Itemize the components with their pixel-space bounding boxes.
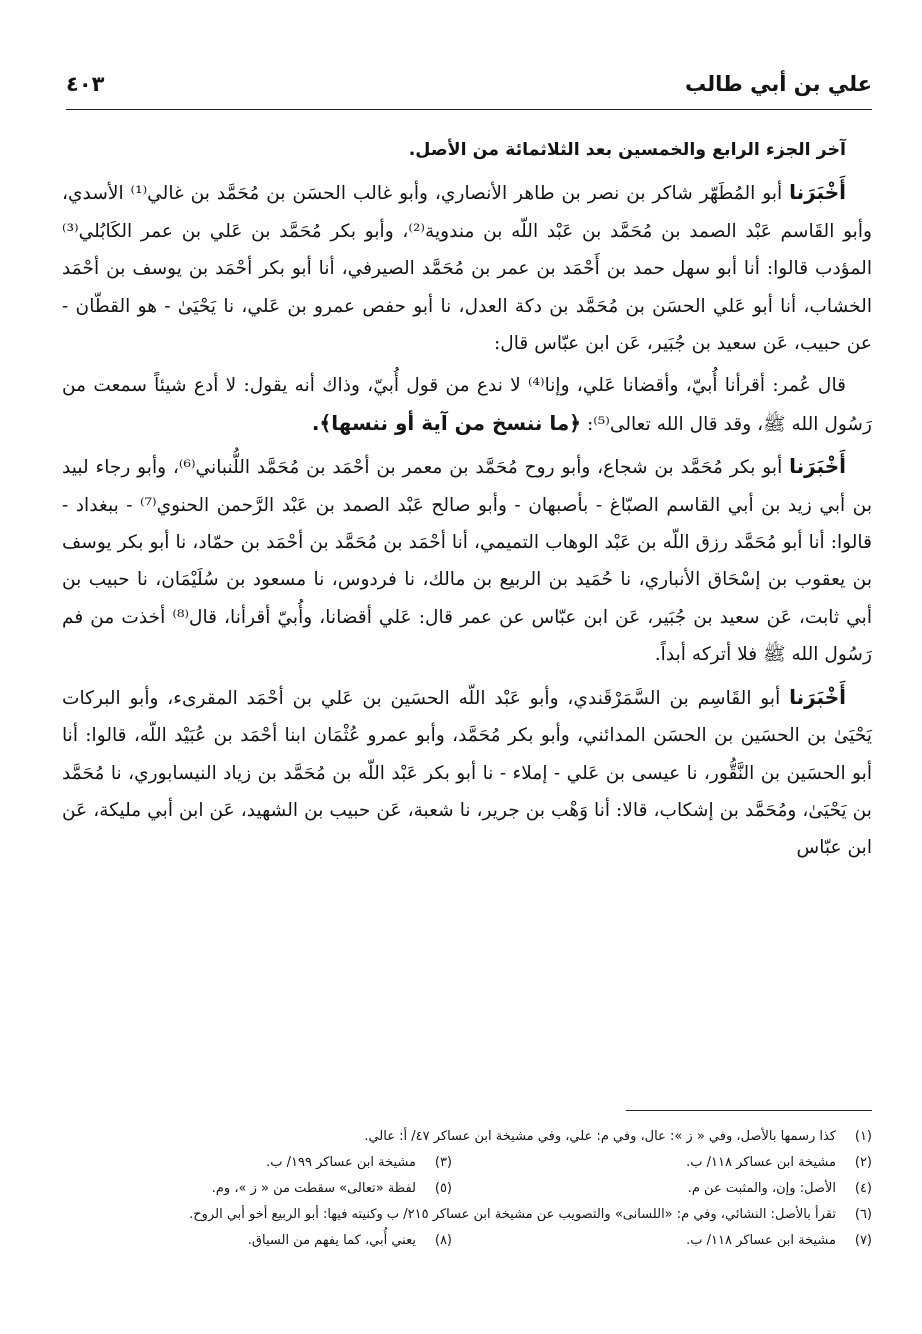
akhbarana-keyword: أَخْبَرَنا [789, 684, 846, 709]
paragraph-4 [62, 679, 872, 867]
paragraph-3-text: أبو بكر مُحَمَّد بن شجاع، وأبو روح مُحَمَّد بن معمر بن أحْمَد بن مُحَمَّد اللُّنباني⁽⁶⁾، وأبو رجاء لبيد بن أبي زيد بن أبي القاسم الصبّاغ - بأصبهان - وأبو صالح عَبْد الصمد بن عَبْد الرَّحمن الحنوي⁽⁷⁾ - ببغداد - قالوا: أنا أبو مُحَمَّد رزق اللّه بن عَبْد الوهاب التميمي، أنا أحْمَد بن مُحَمَّد بن أحْمَد بن حمّاد، نا أبو بكر يوسف بن يعقوب بن إسْحَاق الأنباري، نا حُمَيد بن الربيع بن مالك، نا فردوس، نا مسعود بن سُلَيْمَان، نا حبيب بن أبي ثابت، عَن سعيد بن جُبَير، عَن ابن عبّاس عن عمر قال: عَلي أقضانا، وأُبيّ أقرأنا، قال⁽⁸⁾ أخذت من فم رَسُول الله ﷺ فلا أتركه أبداً. [62, 457, 872, 666]
quran-verse: ﴿ما ننسخ من آية أو ننسها﴾. [311, 410, 582, 435]
footnote-text: مشيخة ابن عساكر ١١٨/ ب. [686, 1155, 836, 1170]
footnote-number: (٣) [434, 1155, 452, 1170]
footnote-row [62, 1176, 872, 1202]
footnote-3 [266, 1150, 452, 1176]
paragraph-3 [62, 448, 872, 673]
footnote-text: الأصل: وإن، والمثبت عن م. [687, 1181, 836, 1196]
footnote-text: تقرأ بالأصل: النشائي، وفي م: «اللسانى» والتصويب عن مشيخة ابن عساكر ٢١٥/ ب وكنيته فيها: أبو الربيع أخو أبي الروح. [189, 1207, 836, 1222]
running-title: علي بن أبي طالب [685, 72, 872, 96]
footnote-row [62, 1124, 872, 1150]
footnote-7 [452, 1228, 872, 1254]
footnote-text: يعني أُبي، كما يفهم من السياق. [247, 1233, 416, 1248]
paragraph-1-text: أبو المُطَهّر شاكر بن نصر بن طاهر الأنصاري، وأبو غالب الحسَن بن مُحَمَّد بن غالي⁽¹⁾ الأسدي، وأبو القَاسم عَبْد الصمد بن مُحَمَّد بن عَبْد اللّه بن مندوية⁽²⁾، وأبو بكر مُحَمَّد بن عَلي بن عمر الكَابُلي⁽³⁾ المؤدب قالوا: أنا أبو سهل حمد بن أَحْمَد بن عمر بن مُحَمَّد الصيرفي، أنا أبو بكر أحْمَد بن يوسف بن أحْمَد الخشاب، أنا أبو عَلي الحسَن بن مُحَمَّد بن دكة العدل، نا أبو حفص عمرو بن عَلي، نا يَحْيَىٰ - هو القطّان - عن حبيب، عَن سعيد بن جُبَير، عَن ابن عبّاس قال: [62, 183, 872, 355]
footnote-number: (٨) [434, 1233, 452, 1248]
paragraph-2 [62, 367, 872, 443]
footnote-number: (٥) [434, 1181, 452, 1196]
footnote-text: مشيخة ابن عساكر ١١٨/ ب. [686, 1233, 836, 1248]
footnote-number: (٢) [854, 1155, 872, 1170]
footnote-8 [248, 1228, 452, 1254]
paragraph-1 [62, 174, 872, 362]
akhbarana-keyword: أَخْبَرَنا [789, 180, 846, 205]
footnote-text: لفظة «تعالى» سقطت من « ز »، وم. [211, 1181, 416, 1196]
footnote-number: (٦) [854, 1207, 872, 1222]
footnote-number: (١) [854, 1129, 872, 1144]
paragraph-4-text: أبو القَاسِم بن السَّمَرْقَندي، وأبو عَبْد اللّه الحسَين بن عَلي بن أحْمَد المقرىء، وأبو البركات يَحْيَىٰ بن الحسَين بن الحسَن المدائني، وأبو بكر مُحَمَّد، وأبو عمرو عُثْمَان ابنا أحْمَد بن عُبَيْد اللّه، قالوا: أنا أبو الحسَين بن النَّقُّور، نا عيسى بن عَلي - إملاء - نا أبو بكر عَبْد اللّه بن مُحَمَّد بن زياد النيسابوري، نا مُحَمَّد بن يَحْيَىٰ، ومُحَمَّد بن إشكاب، قالا: أنا وَهْب بن جرير، نا شعبة، عَن حبيب بن الشهيد، عَن ابن أبي مليكة، عَن ابن عبّاس [62, 687, 872, 859]
main-text [62, 132, 872, 872]
footnote-row [62, 1202, 872, 1228]
footnote-row [62, 1228, 872, 1254]
footnote-1 [364, 1124, 872, 1150]
footnotes [62, 1124, 872, 1254]
paragraph-2-text: قال عُمر: أقرأنا أُبيّ، وأقضانا عَلي، وإنا⁽⁴⁾ لا ندع من قول أُبيّ، وذاك أنه يقول: لا أدع شيئاً سمعت من رَسُول الله ﷺ، وقد قال الله تعالى⁽⁵⁾: [62, 375, 872, 435]
footnote-2 [452, 1150, 872, 1176]
running-header [66, 62, 872, 110]
header-rule [66, 109, 872, 110]
footnote-row [62, 1150, 872, 1176]
footnote-rule [626, 1110, 872, 1111]
footnote-text: مشيخة ابن عساكر ١٩٩/ ب. [266, 1155, 416, 1170]
footnote-5 [212, 1176, 452, 1202]
footnote-text: كذا رسمها بالأصل، وفي « ز »: عال، وفي م: علي، وفي مشيخة ابن عساكر ٤٧/ أ: عالي. [364, 1129, 836, 1144]
akhbarana-keyword: أَخْبَرَنا [789, 454, 846, 479]
footnote-number: (٧) [854, 1233, 872, 1248]
footnote-number: (٤) [854, 1181, 872, 1196]
footnote-4 [452, 1176, 872, 1202]
footnote-6 [189, 1202, 872, 1228]
page-number: ٤٠٣ [66, 72, 105, 96]
part-end-note: آخر الجزء الرابع والخمسين بعد الثلاثمائة من الأصل. [408, 140, 846, 160]
